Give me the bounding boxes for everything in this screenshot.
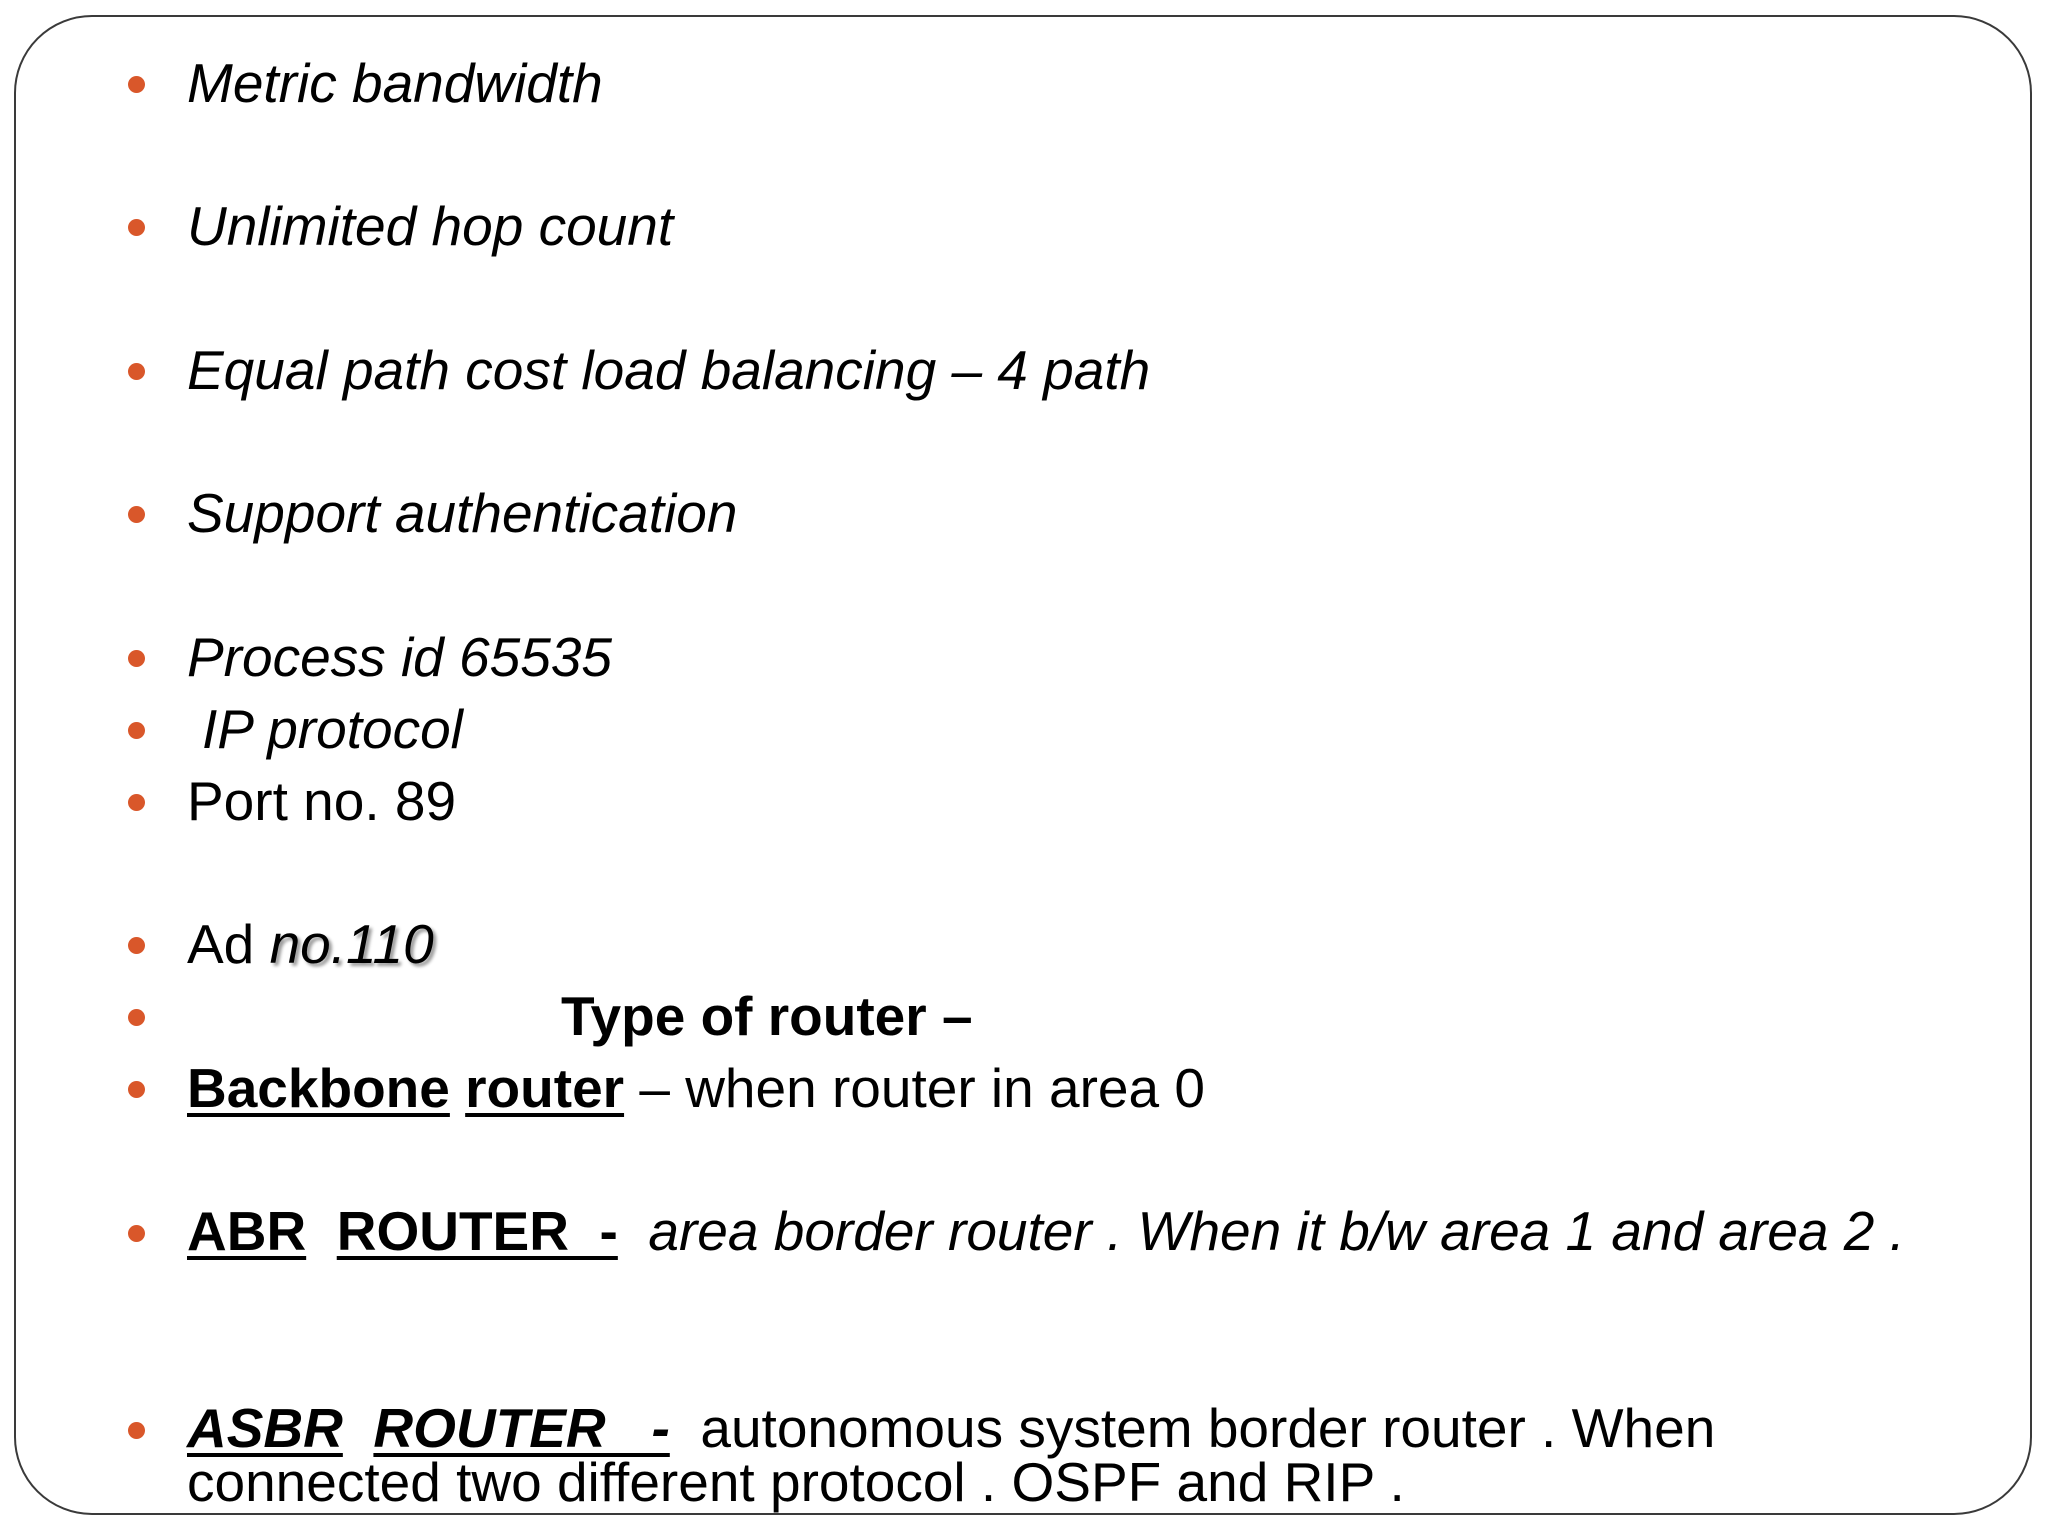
ad-value: no.110 bbox=[269, 913, 434, 975]
bullet-icon bbox=[128, 1081, 145, 1098]
backbone-desc: – when router in area 0 bbox=[639, 1057, 1205, 1119]
ip-protocol-text: IP protocol bbox=[202, 698, 463, 760]
bullet-icon bbox=[128, 650, 145, 667]
asbr-router-label: ROUTER - bbox=[373, 1397, 670, 1459]
metric-bandwidth-text: Metric bandwidth bbox=[187, 52, 603, 114]
bullet-icon bbox=[128, 363, 145, 380]
asbr-label: ASBR bbox=[187, 1397, 343, 1459]
bullet-icon bbox=[128, 722, 145, 739]
abr-desc: area border router . When it b/w area 1 and area 2 . bbox=[648, 1200, 1905, 1262]
process-id-text: Process id 65535 bbox=[187, 626, 612, 688]
asbr-desc: autonomous system border router . When connected two different protocol . OSPF and RIP . bbox=[187, 1397, 1716, 1513]
support-auth-text: Support authentication bbox=[187, 482, 738, 544]
equal-path-text: Equal path cost load balancing – 4 path bbox=[187, 339, 1151, 401]
ad-prefix: Ad bbox=[187, 913, 255, 975]
bullet-icon bbox=[128, 1225, 145, 1242]
bullet-icon bbox=[128, 794, 145, 811]
backbone-label: Backbone bbox=[187, 1057, 450, 1119]
bullet-icon bbox=[128, 76, 145, 93]
backbone-text bbox=[187, 1057, 1205, 1119]
bullet-icon bbox=[128, 1422, 145, 1439]
bullet-icon bbox=[128, 219, 145, 236]
abr-text bbox=[187, 1200, 1947, 1262]
unlimited-hop-text: Unlimited hop count bbox=[187, 195, 674, 257]
port-no-text: Port no. 89 bbox=[187, 770, 457, 832]
abr-router-label: ROUTER - bbox=[336, 1200, 618, 1262]
bullet-icon bbox=[128, 937, 145, 954]
abr-label: ABR bbox=[187, 1200, 307, 1262]
slide-frame bbox=[14, 15, 2032, 1515]
asbr-text bbox=[187, 1397, 1947, 1513]
bullet-icon bbox=[128, 506, 145, 523]
ad-text bbox=[187, 913, 434, 975]
bullet-icon bbox=[128, 1009, 145, 1026]
backbone-router-label: router bbox=[465, 1057, 625, 1119]
type-of-router-heading: Type of router – bbox=[561, 985, 973, 1047]
